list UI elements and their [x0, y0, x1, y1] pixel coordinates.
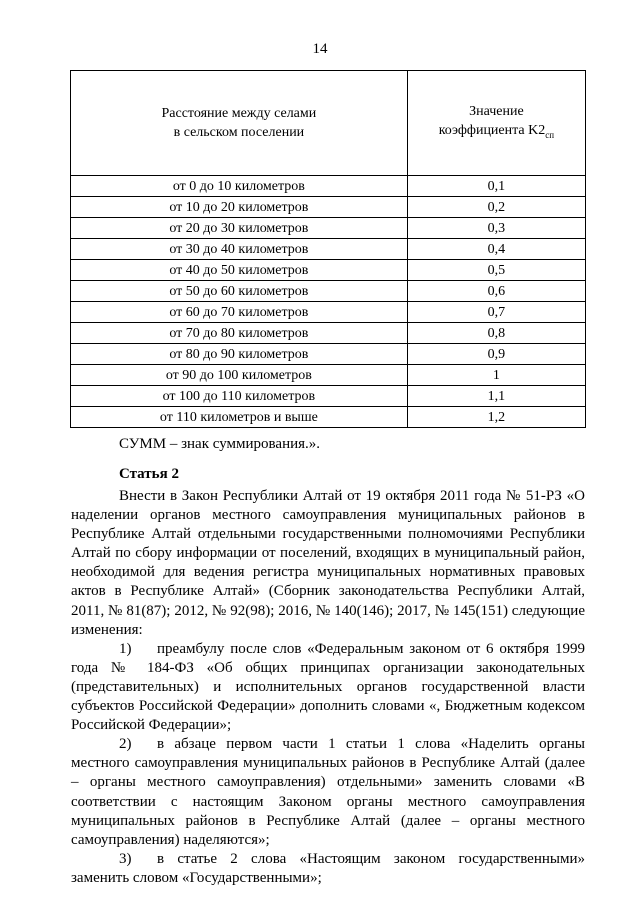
distance-cell: от 50 до 60 километров: [71, 281, 408, 302]
table-row: [71, 365, 586, 386]
distance-cell: от 100 до 110 километров: [71, 386, 408, 407]
header-distance-line-1: Расстояние между селами: [161, 106, 317, 121]
table-row: [71, 260, 586, 281]
item-number: 1): [119, 640, 132, 657]
value-cell: 0,5: [407, 260, 585, 281]
header-value-subscript: сп: [545, 129, 555, 140]
table-row: [71, 197, 586, 218]
distance-cell: от 20 до 30 километров: [71, 218, 408, 239]
item-text: в статье 2 слова «Настоящим законом государственными» заменить словом «Государственными»;: [71, 850, 585, 886]
distance-cell: от 90 до 100 километров: [71, 365, 408, 386]
list-item: [71, 735, 585, 850]
value-cell: 0,8: [407, 323, 585, 344]
header-value: [407, 71, 585, 176]
value-cell: 0,4: [407, 239, 585, 260]
value-cell: 1: [407, 365, 585, 386]
table-row: [71, 176, 586, 197]
header-distance-line-2: в сельском поселении: [173, 125, 305, 140]
article-body: [71, 487, 585, 888]
value-cell: 0,7: [407, 302, 585, 323]
table-row: [71, 323, 586, 344]
distance-cell: от 110 километров и выше: [71, 407, 408, 428]
page-number: 14: [312, 41, 328, 57]
article-title: Статья 2: [119, 466, 179, 482]
table-row: [71, 218, 586, 239]
distance-cell: от 80 до 90 километров: [71, 344, 408, 365]
header-distance: [71, 71, 408, 176]
distance-cell: от 60 до 70 километров: [71, 302, 408, 323]
header-value-line-1: Значение: [469, 103, 524, 119]
item-text: преамбулу после слов «Федеральным законом от 6 октября 1999 года № 184-ФЗ «Об общих принципах организации законодательных (представительных) и исполнительных органов государственной власти субъектов Российской Федерации» дополнить словами «, Бюджетным кодексом Российской Федерации»;: [71, 640, 585, 734]
intro-paragraph: Внести в Закон Республики Алтай от 19 октября 2011 года № 51-РЗ «О наделении органов местного самоуправления муниципальных районов в Республике Алтай отдельными государственными полномочиями Республики Алтай по сбору информации от поселений, входящих в муниципальный район, необходимой для ведения регистра муниципальных нормативных правовых актов в Республике Алтай» (Сборник законодательства Республики Алтай, 2011, № 81(87); 2012, № 92(98); 2016, № 140(146); 2017, № 145(151) следующие изменения:: [71, 488, 585, 638]
list-item: [71, 640, 585, 735]
value-cell: 0,6: [407, 281, 585, 302]
distance-cell: от 10 до 20 километров: [71, 197, 408, 218]
distance-cell: от 0 до 10 километров: [71, 176, 408, 197]
distance-cell: от 70 до 80 километров: [71, 323, 408, 344]
table-row: [71, 344, 586, 365]
item-number: 3): [119, 850, 132, 867]
value-cell: 0,9: [407, 344, 585, 365]
summation-note: СУММ – знак суммирования.».: [119, 436, 321, 452]
header-value-line-2: коэффициента K2: [438, 122, 546, 138]
value-cell: 1,1: [407, 386, 585, 407]
value-cell: 0,3: [407, 218, 585, 239]
list-item: [71, 850, 585, 888]
table-row: [71, 302, 586, 323]
value-cell: 0,1: [407, 176, 585, 197]
table-row: [71, 281, 586, 302]
value-cell: 0,2: [407, 197, 585, 218]
table-row: [71, 407, 586, 428]
distance-cell: от 30 до 40 километров: [71, 239, 408, 260]
value-cell: 1,2: [407, 407, 585, 428]
table-row: [71, 386, 586, 407]
coefficient-table: [70, 70, 586, 428]
table-header-row: [71, 71, 586, 176]
item-text: в абзаце первом части 1 статьи 1 слова «Наделить органы местного самоуправления муниципальных районов в Республике Алтай (далее – органы местного самоуправления) отдельными» заменить словами «В соответствии с настоящим Законом органы местного самоуправления муниципальных районов в Республике Алтай (далее – органы местного самоуправления) наделяются»;: [71, 736, 585, 848]
table-row: [71, 239, 586, 260]
distance-cell: от 40 до 50 километров: [71, 260, 408, 281]
item-number: 2): [119, 736, 132, 753]
